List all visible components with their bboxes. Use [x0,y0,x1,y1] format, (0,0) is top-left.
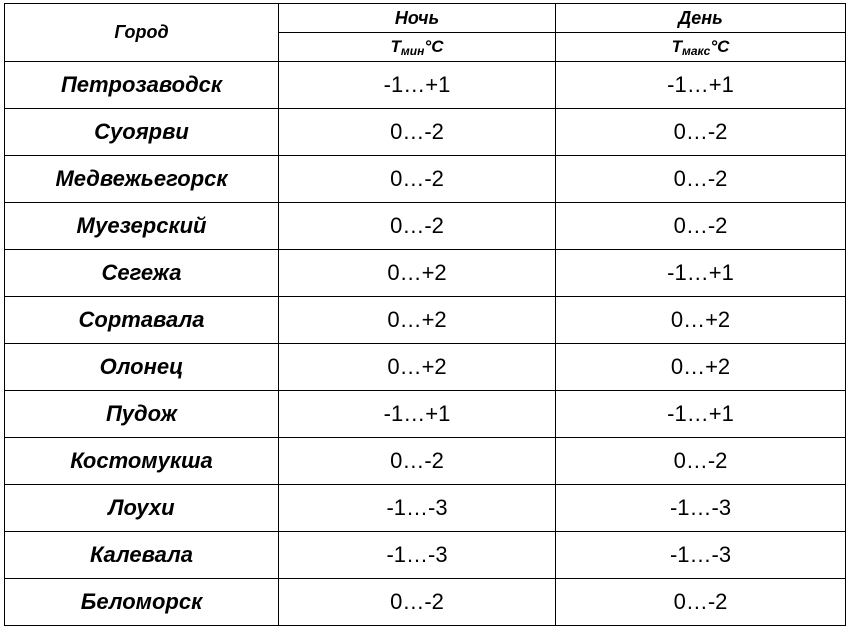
table-row [5,250,846,297]
table-row [5,203,846,250]
night-temp-cell: -1…+1 [279,391,556,438]
day-column-header: День [556,4,846,33]
day-temp-cell: 0…-2 [556,109,846,156]
night-temp-cell: 0…-2 [279,203,556,250]
city-cell: Медвежьегорск [5,156,279,203]
city-cell: Петрозаводск [5,62,279,109]
day-temp-cell: -1…+1 [556,391,846,438]
night-column-header: Ночь [279,4,556,33]
city-cell: Калевала [5,532,279,579]
city-cell: Муезерский [5,203,279,250]
table-row [5,344,846,391]
day-temp-cell: 0…+2 [556,297,846,344]
day-unit-symbol: T [671,36,682,56]
night-temp-cell: 0…-2 [279,579,556,626]
day-temp-cell: 0…-2 [556,579,846,626]
night-temp-cell: -1…-3 [279,485,556,532]
table-row [5,579,846,626]
city-cell: Олонец [5,344,279,391]
city-column-header: Город [5,4,279,62]
forecast-table [4,3,846,626]
day-temp-cell: -1…+1 [556,250,846,297]
table-row [5,391,846,438]
night-temp-cell: 0…-2 [279,438,556,485]
day-unit-header [556,33,846,62]
table-body [5,62,846,626]
day-temp-cell: 0…+2 [556,344,846,391]
table-row [5,485,846,532]
night-unit-subscript: мин [400,43,425,58]
table-row [5,109,846,156]
city-cell: Лоухи [5,485,279,532]
night-unit-symbol: T [390,36,401,56]
city-cell: Костомукша [5,438,279,485]
table-row [5,297,846,344]
night-temp-cell: -1…-3 [279,532,556,579]
day-temp-cell: 0…-2 [556,203,846,250]
night-temp-cell: 0…-2 [279,156,556,203]
city-cell: Сортавала [5,297,279,344]
night-temp-cell: 0…-2 [279,109,556,156]
header-row-periods [5,4,846,33]
night-temp-cell: 0…+2 [279,297,556,344]
day-unit-suffix: °C [710,36,730,56]
day-temp-cell: 0…-2 [556,156,846,203]
day-temp-cell: -1…-3 [556,485,846,532]
day-unit-subscript: макс [682,43,711,58]
night-unit-suffix: °C [424,36,444,56]
table-row [5,532,846,579]
day-temp-cell: -1…+1 [556,62,846,109]
table-row [5,156,846,203]
night-temp-cell: 0…+2 [279,250,556,297]
night-unit-header [279,33,556,62]
night-temp-cell: 0…+2 [279,344,556,391]
city-cell: Беломорск [5,579,279,626]
city-cell: Пудож [5,391,279,438]
day-temp-cell: -1…-3 [556,532,846,579]
table-row [5,438,846,485]
table-header [5,4,846,62]
day-temp-cell: 0…-2 [556,438,846,485]
city-cell: Суоярви [5,109,279,156]
night-temp-cell: -1…+1 [279,62,556,109]
city-cell: Сегежа [5,250,279,297]
table-row [5,62,846,109]
